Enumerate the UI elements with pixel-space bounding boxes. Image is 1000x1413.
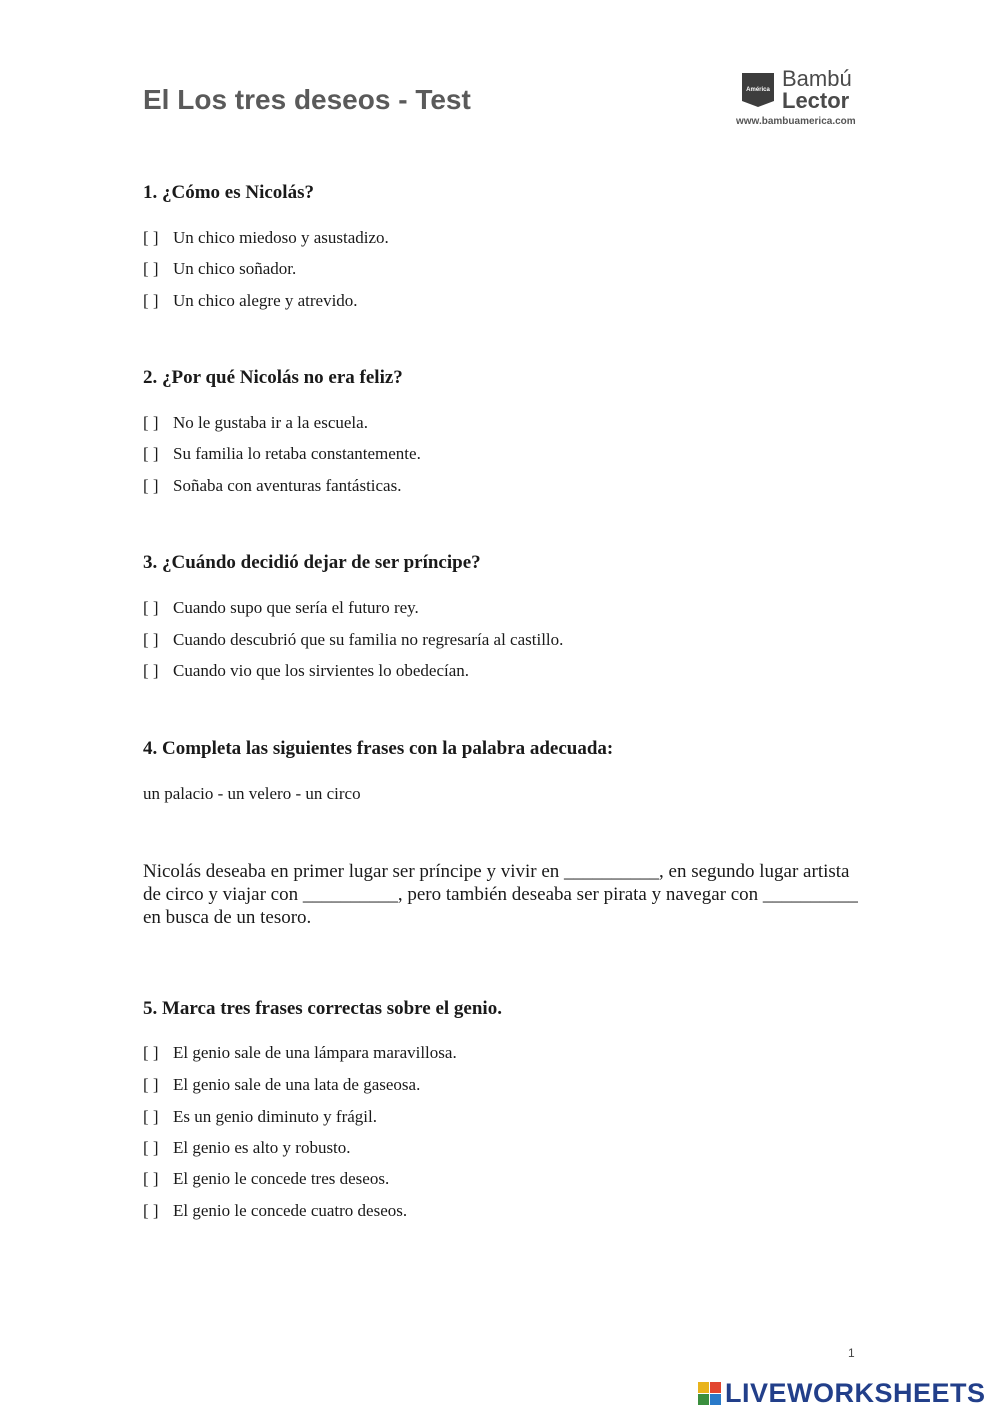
option-label: Un chico alegre y atrevido.	[173, 291, 358, 310]
checkbox[interactable]: [ ]	[143, 1075, 159, 1094]
question-5-option-1[interactable]	[143, 1043, 457, 1063]
liveworksheets-brand[interactable]	[698, 1376, 986, 1410]
checkbox[interactable]: [ ]	[143, 444, 159, 463]
question-2-option-3[interactable]	[143, 476, 401, 496]
checkbox[interactable]: [ ]	[143, 1201, 159, 1220]
checkbox[interactable]: [ ]	[143, 1043, 159, 1062]
fill-in-paragraph: Nicolás deseaba en primer lugar ser príncipe y vivir en __________, en segundo lugar artista de circo y viajar con __________, pero también deseaba ser pirata y navegar con __________ en busca de un tesoro.	[143, 861, 858, 928]
question-5-option-5[interactable]	[143, 1169, 389, 1189]
lw-square-l	[698, 1382, 709, 1393]
option-label: El genio le concede cuatro deseos.	[173, 1201, 408, 1220]
option-label: Cuando supo que sería el futuro rey.	[173, 598, 419, 617]
option-label: El genio sale de una lámpara maravillosa.	[173, 1043, 457, 1062]
checkbox[interactable]: [ ]	[143, 476, 159, 495]
question-5-option-4[interactable]	[143, 1138, 351, 1158]
checkbox[interactable]: [ ]	[143, 1107, 159, 1126]
page-number: 1	[848, 1346, 855, 1360]
option-label: Soñaba con aventuras fantásticas.	[173, 476, 402, 495]
option-label: Un chico miedoso y asustadizo.	[173, 228, 389, 247]
question-3-title: 3. ¿Cuándo decidió dejar de ser príncipe?	[143, 552, 481, 573]
question-2-title: 2. ¿Por qué Nicolás no era feliz?	[143, 367, 403, 388]
question-3-option-1[interactable]	[143, 598, 419, 618]
logo-brand-line1: Bambú	[782, 66, 852, 91]
option-label: Su familia lo retaba constantemente.	[173, 444, 421, 463]
question-4-title: 4. Completa las siguientes frases con la palabra adecuada:	[143, 738, 614, 759]
lw-square-e	[710, 1394, 721, 1405]
question-5-option-2[interactable]	[143, 1075, 420, 1095]
checkbox[interactable]: [ ]	[143, 291, 159, 310]
liveworksheets-wordmark: LIVEWORKSHEETS	[725, 1377, 986, 1408]
question-2-option-2[interactable]	[143, 444, 421, 464]
question-1-title: 1. ¿Cómo es Nicolás?	[143, 182, 314, 203]
checkbox[interactable]: [ ]	[143, 1169, 159, 1188]
question-1-option-1[interactable]	[143, 228, 389, 248]
word-bank: un palacio - un velero - un circo	[143, 784, 361, 803]
logo-brand-line2: Lector	[782, 88, 850, 113]
question-5-option-3[interactable]	[143, 1107, 377, 1127]
option-label: No le gustaba ir a la escuela.	[173, 413, 368, 432]
lw-square-i	[710, 1382, 721, 1393]
option-label: El genio sale de una lata de gaseosa.	[173, 1075, 421, 1094]
liveworksheets-logo-icon	[698, 1382, 721, 1405]
checkbox[interactable]: [ ]	[143, 1138, 159, 1157]
checkbox[interactable]: [ ]	[143, 630, 159, 649]
option-label: El genio le concede tres deseos.	[173, 1169, 390, 1188]
question-5-title: 5. Marca tres frases correctas sobre el genio.	[143, 998, 502, 1019]
question-1-option-2[interactable]	[143, 259, 296, 279]
checkbox[interactable]: [ ]	[143, 228, 159, 247]
question-5-option-6[interactable]	[143, 1201, 407, 1221]
option-label: Cuando descubrió que su familia no regresaría al castillo.	[173, 630, 564, 649]
option-label: Cuando vio que los sirvientes lo obedecían.	[173, 661, 470, 680]
option-label: Es un genio diminuto y frágil.	[173, 1107, 377, 1126]
document-title: El Los tres deseos - Test	[143, 84, 471, 115]
option-label: Un chico soñador.	[173, 259, 297, 278]
question-3-option-2[interactable]	[143, 630, 563, 650]
checkbox[interactable]: [ ]	[143, 661, 159, 680]
book-logo-icon	[740, 71, 776, 109]
checkbox[interactable]: [ ]	[143, 259, 159, 278]
bambu-lector-logo	[736, 66, 866, 130]
lw-square-v	[698, 1394, 709, 1405]
question-2-option-1[interactable]	[143, 413, 368, 433]
checkbox[interactable]: [ ]	[143, 598, 159, 617]
question-3-option-3[interactable]	[143, 661, 469, 681]
option-label: El genio es alto y robusto.	[173, 1138, 351, 1157]
logo-url: www.bambuamerica.com	[736, 116, 856, 127]
logo-badge-text: América	[746, 87, 770, 93]
question-1-option-3[interactable]	[143, 291, 358, 311]
checkbox[interactable]: [ ]	[143, 413, 159, 432]
